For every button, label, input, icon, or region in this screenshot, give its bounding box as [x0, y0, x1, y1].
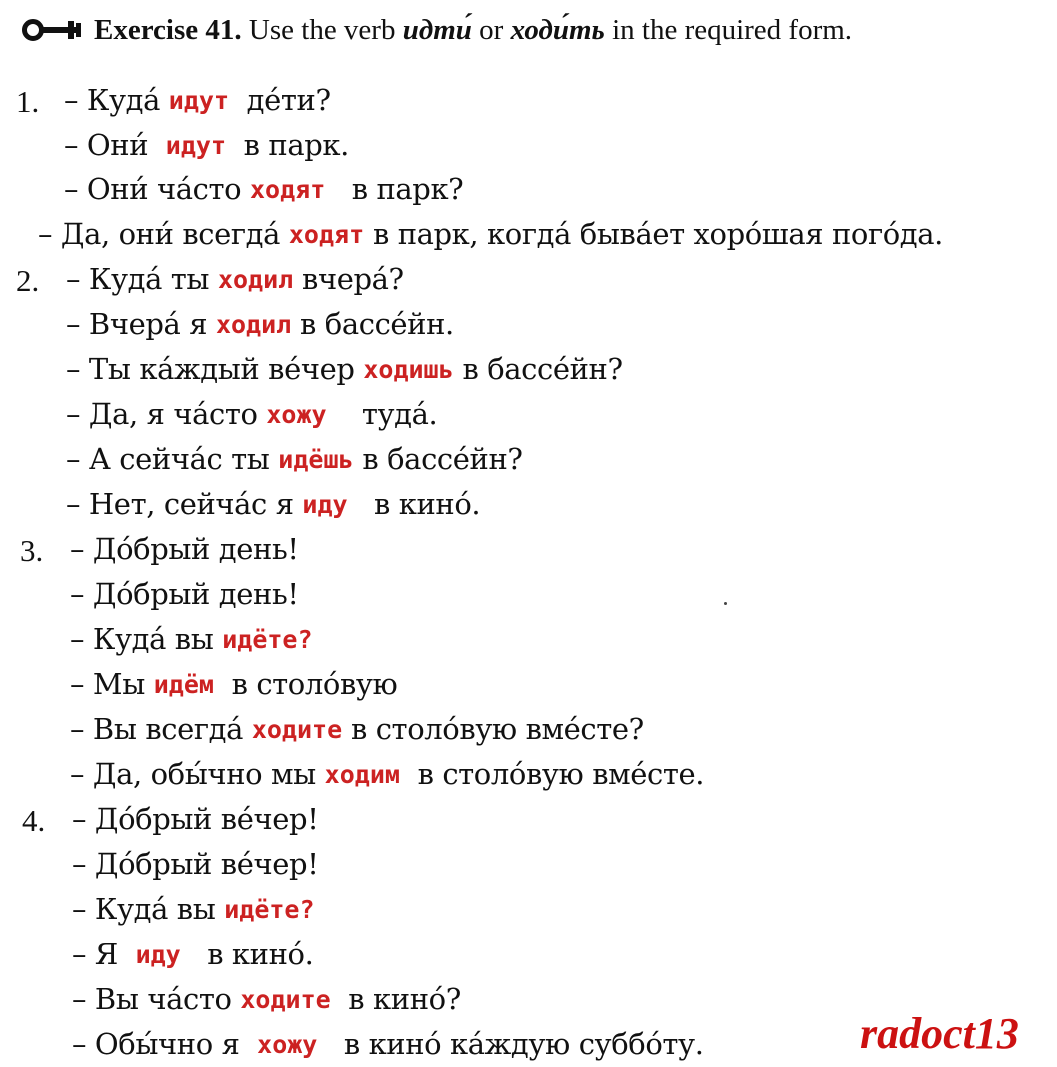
- answer-word: ходил: [217, 264, 294, 294]
- dialogue-line: [70, 572, 299, 616]
- dialogue-line: [70, 617, 313, 661]
- verb-idti: идти́: [402, 13, 472, 46]
- dialogue-text: – До́брый ве́чер!: [72, 847, 319, 881]
- answer-word: ходят: [288, 219, 365, 249]
- dialogue-text: в столо́вую вме́сте.: [399, 757, 705, 791]
- dialogue-text: в столо́вую: [213, 667, 398, 701]
- dialogue-text: – Да, я ча́сто: [66, 397, 267, 431]
- dialogue-text: – До́брый день!: [70, 532, 299, 566]
- dialogue-text: – А сейча́с ты: [66, 442, 279, 476]
- verb-khodit: ходи́ть: [510, 13, 605, 46]
- instruction-text-2: or: [471, 13, 511, 46]
- dialogue-line: [66, 482, 480, 526]
- dialogue-line: [66, 257, 404, 301]
- instruction-text-1: Use the verb: [241, 13, 403, 46]
- speck: [724, 602, 727, 605]
- dialogue-text: в бассе́йн?: [353, 442, 523, 476]
- dialogue-text: – Куда́ вы: [72, 892, 225, 926]
- dialogue-line: [70, 527, 299, 571]
- dialogue-text: в парк, когда́ быва́ет хоро́шая пого́да.: [364, 217, 943, 251]
- dialogue-number: 2.: [16, 263, 40, 298]
- dialogue-text: вчера́?: [293, 262, 404, 296]
- answer-word: ходил: [215, 309, 292, 339]
- dialogue-text: – Вчера́ я: [66, 307, 216, 341]
- key-icon: [22, 17, 86, 43]
- dialogue-text: – Вы всегда́: [70, 712, 252, 746]
- dialogue-text: в кино́.: [180, 937, 314, 971]
- dialogue-text: – Вы ча́сто: [72, 982, 241, 1016]
- dialogue-line: [70, 752, 704, 796]
- answer-word: ходите: [240, 984, 331, 1014]
- dialogue-line: [72, 797, 318, 841]
- dialogue-line: [72, 887, 315, 931]
- dialogue-text: в кино́.: [347, 487, 481, 521]
- dialogue-text: – До́брый ве́чер!: [72, 802, 319, 836]
- instruction-text-3: in the required form.: [604, 13, 853, 46]
- answer-word: иду: [135, 939, 181, 969]
- dialogue-line: [64, 167, 463, 211]
- dialogue-text: – Обы́чно я: [72, 1027, 258, 1061]
- dialogue-text: в кино́ ка́ждую суббо́ту.: [317, 1027, 704, 1061]
- answer-word: идёшь: [278, 444, 354, 474]
- dialogue-line: [64, 123, 349, 167]
- dialogue-line: [64, 78, 331, 122]
- dialogue-line: [38, 212, 943, 256]
- dialogue-text: – Они́: [64, 128, 166, 162]
- exercise-header: [22, 8, 852, 52]
- answer-word: идёте?: [224, 894, 315, 924]
- exercise-number: Exercise 41.: [94, 13, 242, 46]
- dialogue-text: – До́брый день!: [70, 577, 299, 611]
- dialogue-text: в парк.: [226, 128, 349, 162]
- dialogue-text: в кино́?: [330, 982, 461, 1016]
- dialogue-line: [72, 842, 318, 886]
- dialogue-text: – Куда́ ты: [66, 262, 218, 296]
- answer-word: идут: [165, 130, 227, 160]
- answer-word: хожу: [257, 1029, 318, 1059]
- dialogue-line: [72, 977, 461, 1021]
- dialogue-text: в столо́вую вме́сте?: [342, 712, 644, 746]
- dialogue-text: – Куда́ вы: [70, 622, 223, 656]
- dialogue-text: в бассе́йн.: [291, 307, 454, 341]
- answer-word: хожу: [266, 399, 327, 429]
- dialogue-text: в бассе́йн?: [453, 352, 623, 386]
- dialogue-text: де́ти?: [229, 83, 331, 117]
- answer-word: ходим: [324, 759, 400, 789]
- dialogue-line: [66, 437, 523, 481]
- answer-word: иду: [302, 489, 348, 519]
- dialogue-text: – Да, обы́чно мы: [70, 757, 325, 791]
- signature: radoct13: [860, 1008, 1019, 1058]
- answer-word: ходят: [250, 174, 326, 204]
- dialogue-number: 1.: [16, 84, 40, 119]
- dialogue-number: 4.: [22, 803, 46, 838]
- dialogue-line: [70, 662, 397, 706]
- dialogue-line: [72, 932, 313, 976]
- dialogue-text: в парк?: [325, 172, 464, 206]
- dialogue-text: – Да, они́ всегда́: [38, 217, 289, 251]
- dialogue-text: – Нет, сейча́с я: [66, 487, 303, 521]
- answer-word: идут: [168, 85, 230, 115]
- dialogue-number: 3.: [20, 533, 44, 568]
- dialogue-text: туда́.: [326, 397, 438, 431]
- dialogue-text: – Ты ка́ждый ве́чер: [66, 352, 364, 386]
- answer-word: идём: [153, 669, 214, 699]
- dialogue-line: [66, 302, 454, 346]
- dialogue-text: – Мы: [70, 667, 154, 701]
- dialogue-text: – Куда́: [64, 83, 169, 117]
- dialogue-line: [66, 392, 437, 436]
- dialogue-line: [70, 707, 644, 751]
- answer-word: идёте?: [222, 624, 313, 654]
- dialogue-text: – Я: [72, 937, 136, 971]
- dialogue-line: [66, 347, 623, 391]
- dialogue-text: – Они́ ча́сто: [64, 172, 250, 206]
- answer-word: ходишь: [363, 354, 454, 384]
- answer-word: ходите: [251, 714, 343, 744]
- dialogue-line: [72, 1022, 704, 1066]
